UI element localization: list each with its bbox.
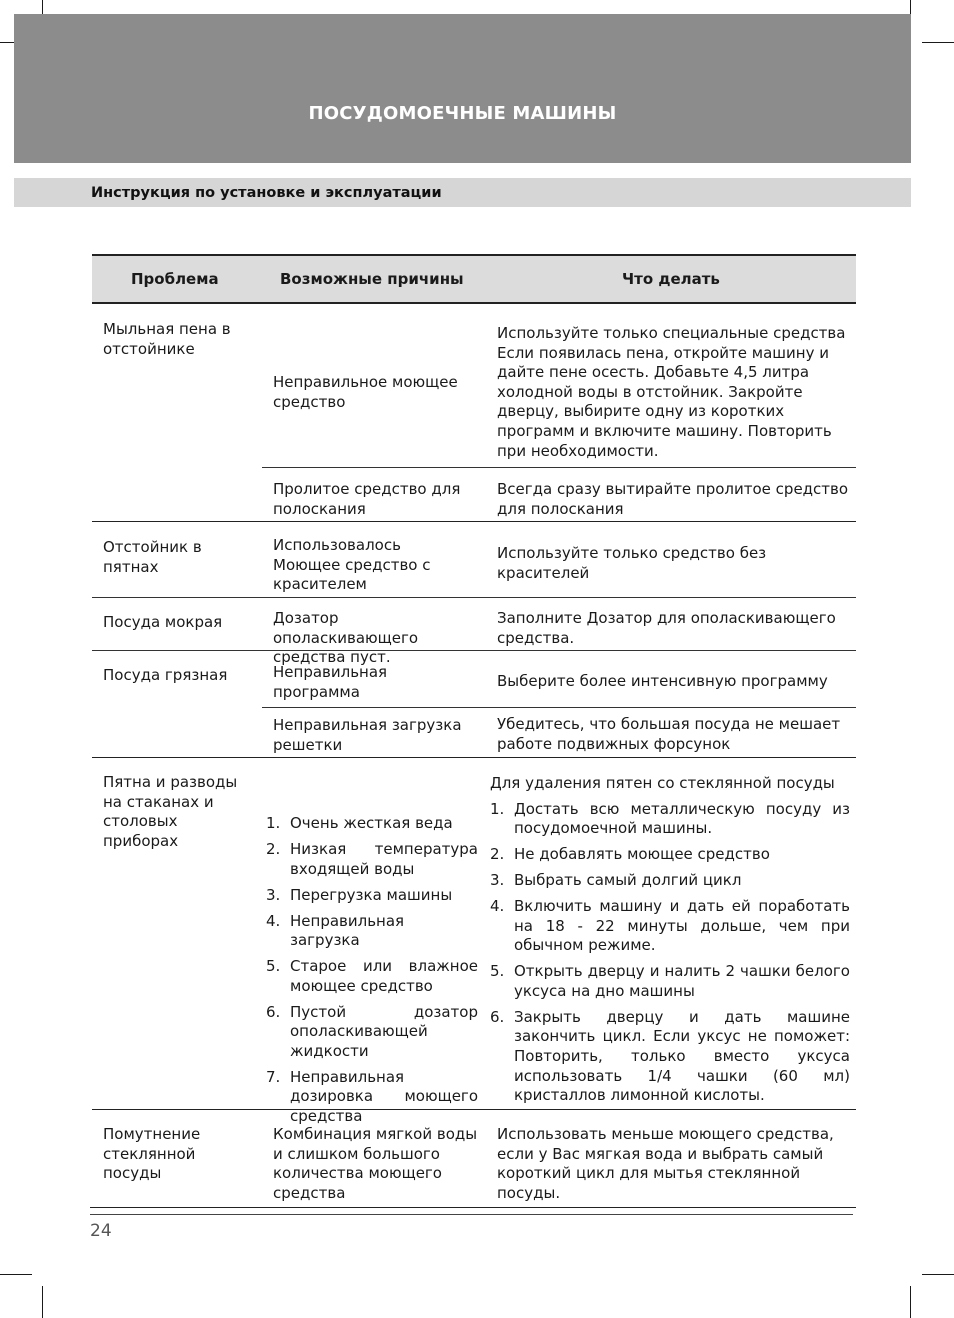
action-cell: Выберите более интенсивную программу [497, 672, 828, 690]
list-item: 6. Пустой дозатор ополаскивающей жидкости [266, 1002, 478, 1060]
cause-cell: Комбинация мягкой воды и слишком большого количества моющего средства [273, 1125, 478, 1202]
problem-cell: Посуда мокрая [103, 613, 223, 631]
cause-cell: Использовалось Моющее средство с красителем [273, 536, 431, 594]
crop-mark [42, 1286, 43, 1318]
action-cell: Заполните Дозатор для ополаскивающего средства. [497, 609, 836, 647]
list-item: 6. Закрыть дверцу и дать машине закончить цикл. Если уксус не поможет: Повторить, только вместо уксуса использовать 1/4 чашки (60 мл) кристаллов лимонной кислоты. [490, 1007, 850, 1105]
table-row [92, 758, 856, 1126]
subheader-band [14, 178, 911, 207]
table-row [92, 522, 856, 598]
list-item: 2. Низкая температура входящей воды [266, 839, 478, 878]
action-intro: Для удаления пятен со стеклянной посуды [490, 774, 835, 792]
crop-mark [0, 1274, 32, 1275]
cause-cell: Дозатор ополаскивающего средства пуст. [273, 609, 419, 667]
list-item: 1. Достать всю металлическую посуду из посудомоечной машины. [490, 799, 850, 838]
troubleshooting-table [92, 254, 856, 1208]
problem-cell: Помутнение стеклянной посуды [103, 1125, 201, 1183]
row-divider [262, 707, 856, 708]
problem-cell: Отстойник в пятнах [103, 538, 202, 576]
row-divider [90, 1207, 856, 1208]
problem-cell: Посуда грязная [103, 666, 228, 684]
column-header-causes: Возможные причины [280, 270, 464, 288]
footer-rule [90, 1214, 853, 1215]
column-header-problem: Проблема [131, 270, 219, 288]
table-row [92, 304, 856, 522]
list-item: 3. Перегрузка машины [266, 885, 453, 904]
cause-cell: Неправильная загрузка решетки [273, 716, 462, 754]
list-item: 1. Очень жесткая веда [266, 814, 453, 832]
action-cell: Используйте только средство без красителей [497, 544, 767, 582]
cause-cell: Пролитое средство для полоскания [273, 480, 461, 518]
problem-cell: Пятна и разводы на стаканах и столовых приборах [103, 773, 238, 850]
action-list [490, 800, 850, 1106]
problem-cell: Мыльная пена в отстойнике [103, 320, 231, 358]
cause-cell: Неправильная программа [273, 663, 388, 701]
action-cell: Всегда сразу вытирайте пролитое средство для полоскания [497, 480, 849, 518]
page-title: ПОСУДОМОЕЧНЫЕ МАШИНЫ [308, 103, 617, 124]
action-cell [490, 774, 850, 1112]
list-item: 3. Выбрать самый долгий цикл [490, 871, 742, 890]
row-divider [262, 467, 856, 468]
table-row [92, 651, 856, 758]
crop-mark [922, 1274, 954, 1275]
list-item: 4. Включить машину и дать ей поработать на 18 - 22 минуты дольше, чем при обычном режиме. [490, 897, 850, 955]
list-item: 7. Неправильная дозировка моющего средства [266, 1067, 478, 1126]
list-item: 2. Не добавлять моющее средство [490, 845, 770, 864]
action-cell: Убедитесь, что большая посуда не мешает работе подвижных форсунок [497, 715, 841, 753]
section-title: Инструкция по установке и эксплуатации [91, 185, 442, 201]
page-number: 24 [90, 1221, 112, 1241]
crop-mark [922, 42, 954, 43]
table-row [92, 1110, 856, 1208]
header-band [14, 14, 911, 163]
table-row [92, 598, 856, 667]
list-item: 5. Открыть дверцу и налить 2 чашки белого уксуса на дно машины [490, 962, 850, 1000]
column-header-action: Что делать [622, 270, 720, 288]
action-cell: Используйте только специальные средства Если появилась пена, откройте машину и дайте пене осесть. Добавьте 4,5 литра холодной воды в отстойник. Закройте дверцу, выбирите одну из коротких программ и включите машину. Повторить при необходимости. [497, 324, 846, 460]
list-item: 4. Неправильная загрузка [266, 911, 405, 950]
list-item: 5. Старое или влажное моющее средство [266, 957, 478, 995]
cause-list [266, 814, 478, 1133]
cause-cell: Неправильное моющее средство [273, 373, 458, 411]
table-header [92, 254, 856, 304]
crop-mark [910, 1286, 911, 1318]
action-cell: Использовать меньше моющего средства, если у Вас мягкая вода и выбрать самый короткий цикл для мытья стеклянной посуды. [497, 1125, 834, 1202]
